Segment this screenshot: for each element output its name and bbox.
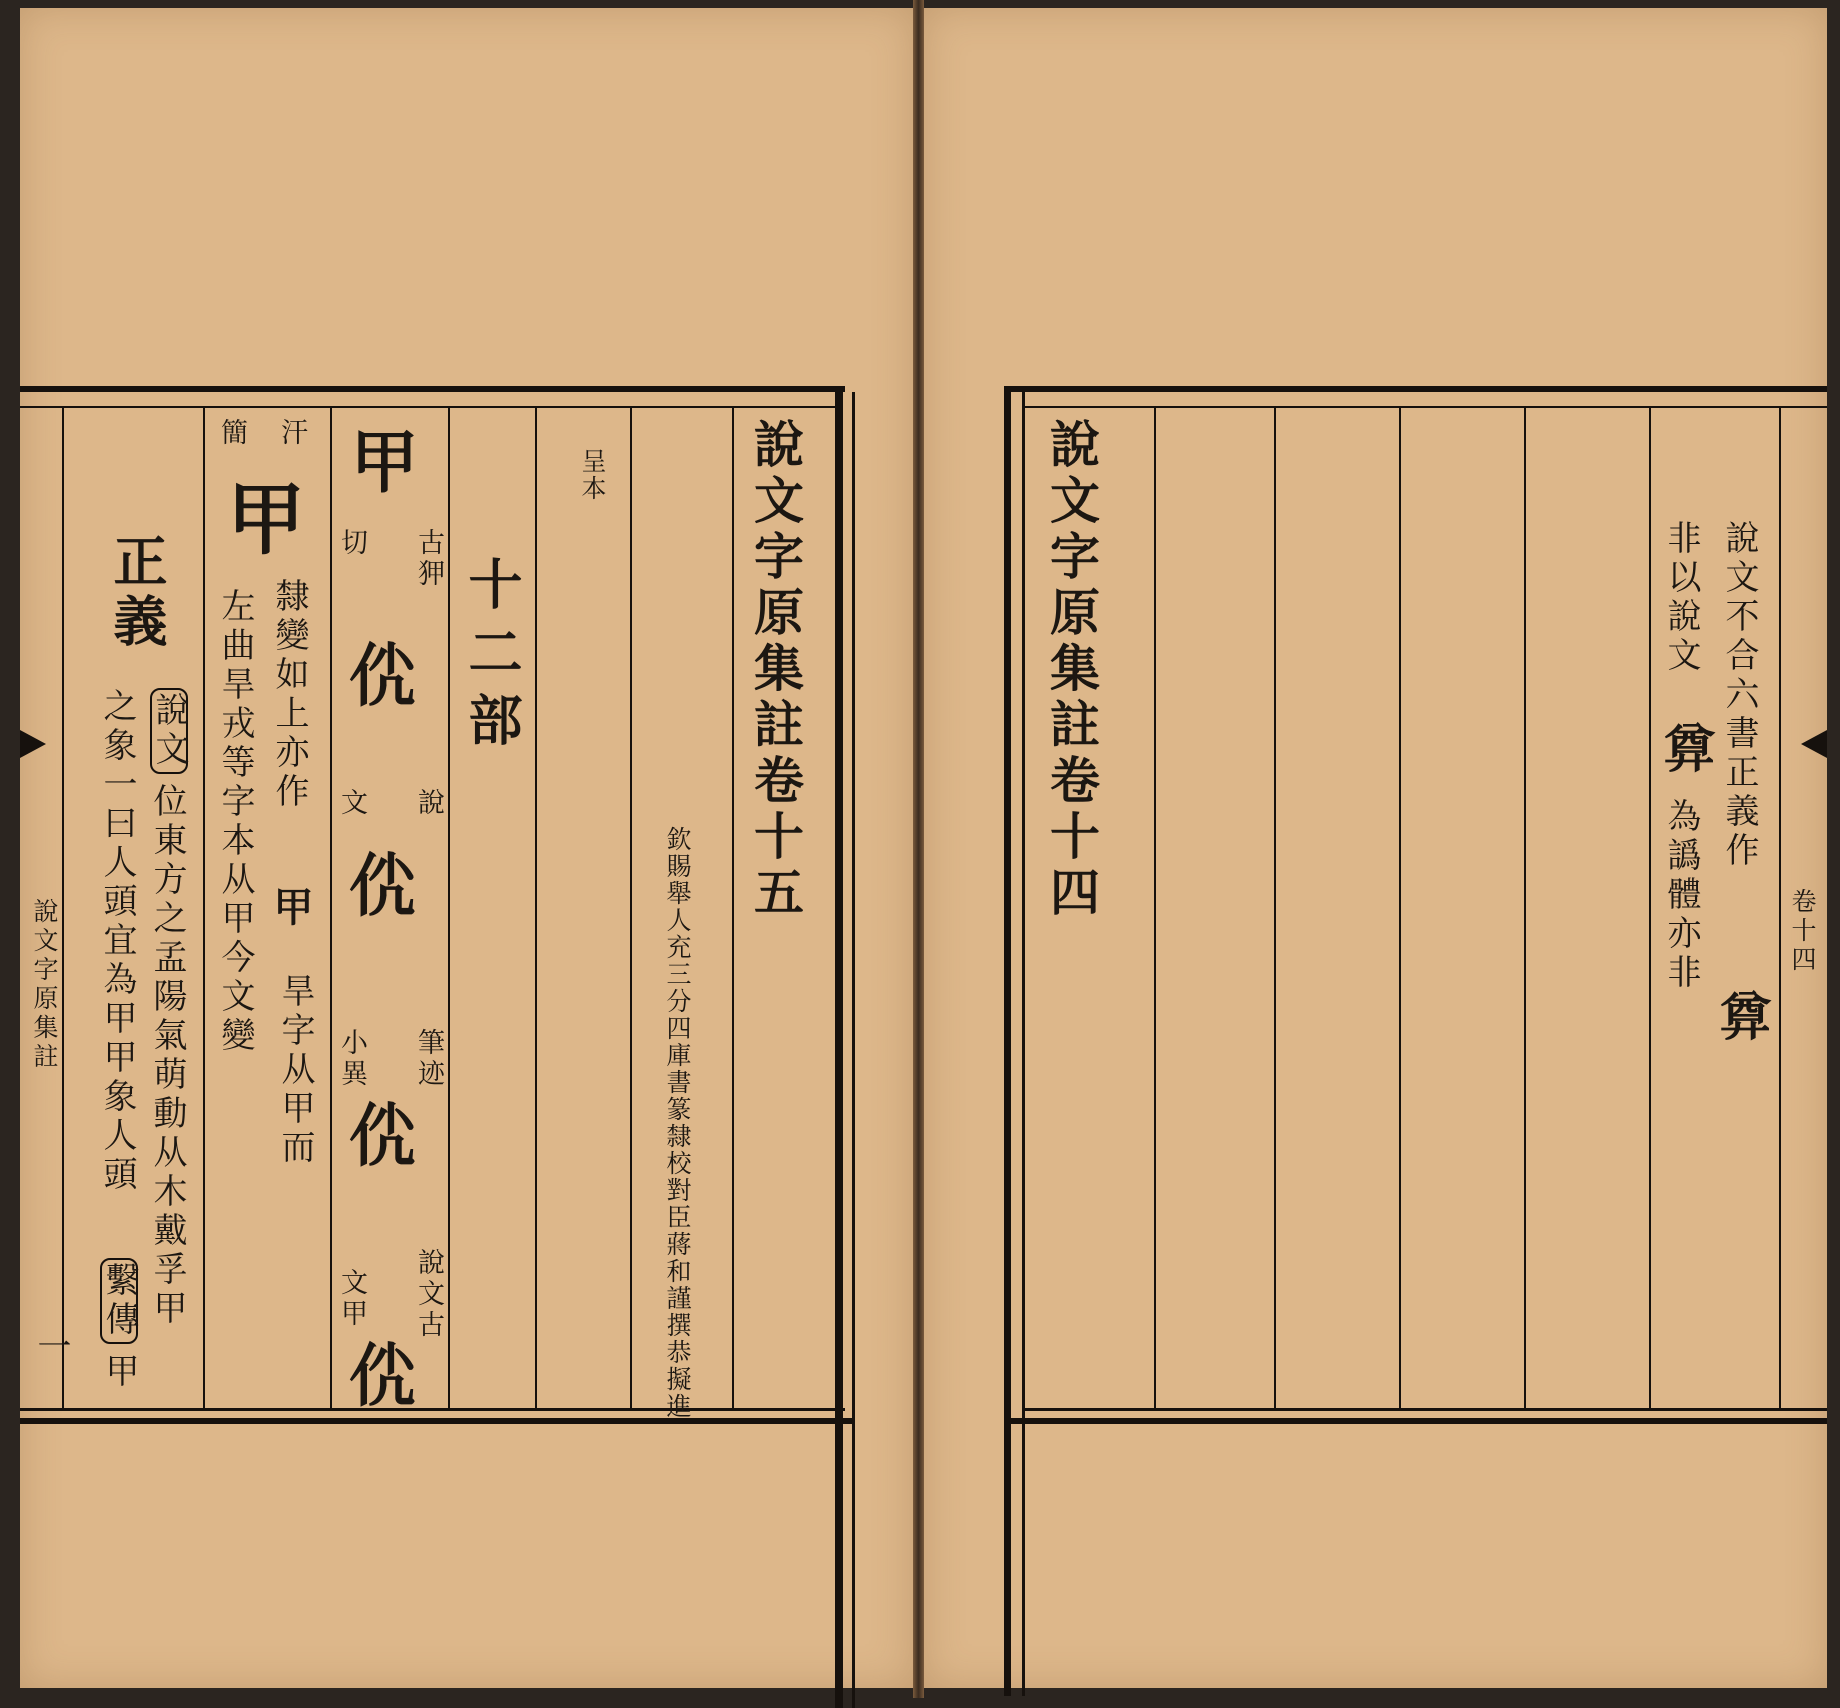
- line-b: 旱字从甲而: [275, 973, 315, 1168]
- seal-glyph-4: 𠇵: [339, 1338, 419, 1406]
- line-e-tail: 甲: [99, 1353, 139, 1392]
- col-rule: [1649, 408, 1651, 1408]
- seal-glyph-3: 𠇵: [339, 1098, 419, 1166]
- heading-seal-char: 甲: [339, 426, 419, 494]
- xiaoyi-label: 小異: [336, 1028, 367, 1090]
- note-seal-2: 𢍜: [1656, 720, 1717, 772]
- presenter-line: 欽賜舉人充三分四庫書篆隸校對臣蔣和謹撰恭擬進: [663, 826, 692, 1420]
- left-page: [20, 8, 913, 1688]
- fishtail-mark: [20, 730, 46, 758]
- margin-title: 說文字原集註: [30, 898, 59, 1072]
- bottom-border-thin: [20, 1408, 845, 1411]
- col-rule: [732, 408, 734, 1408]
- col-rule: [62, 408, 64, 1408]
- fishtail-mark: [1801, 730, 1827, 758]
- col-rule: [1779, 408, 1781, 1408]
- note-line-2a: 非以說文: [1661, 520, 1701, 676]
- note-line-1: 說文不合六書正義作: [1719, 520, 1759, 871]
- line-c: 左曲旱戎等字本从甲今文變: [215, 588, 255, 1056]
- bixue-label: 筆迹: [413, 1028, 444, 1090]
- wenjia-label: 文甲: [336, 1268, 367, 1330]
- col-rule: [535, 408, 537, 1408]
- col-rule: [1154, 408, 1156, 1408]
- left-border-thin: [1022, 392, 1025, 1696]
- bottom-border: [1004, 1418, 1827, 1424]
- book-gutter: [913, 0, 924, 1698]
- wen-label: 文: [336, 788, 367, 819]
- gu-label: 古狎: [413, 528, 444, 590]
- col-rule: [630, 408, 632, 1408]
- seal-glyph-1: 𠇵: [339, 638, 419, 706]
- gu-label-qie: 切: [336, 528, 367, 559]
- hanjian-label-2: 簡: [216, 418, 247, 449]
- col-rule: [330, 408, 332, 1408]
- col-rule: [1399, 408, 1401, 1408]
- line-d: 位東方之孟陽氣萌動从木戴孚甲: [147, 783, 187, 1329]
- top-border: [20, 386, 845, 392]
- line-a: 隸變如上亦作: [269, 578, 309, 812]
- volume-title: 說文字原集註卷十四: [1042, 418, 1101, 922]
- chengben-note: 呈本: [578, 448, 607, 502]
- line-e: 之象一曰人頭宜為甲甲象人頭: [97, 688, 137, 1195]
- bracket-xici: 繫傳: [100, 1258, 138, 1344]
- note-line-2b: 為譌體亦非: [1661, 798, 1701, 993]
- section-heading: 十二部: [460, 556, 524, 760]
- shuowen-label: 說: [413, 788, 444, 819]
- main-glyph: 甲: [214, 478, 305, 556]
- right-border: [835, 386, 843, 1708]
- note-seal-1: 𢍜: [1712, 988, 1773, 1040]
- shuowen-gu-label: 說文古: [413, 1248, 444, 1341]
- top-border: [1004, 386, 1827, 392]
- volume-title: 說文字原集註卷十五: [746, 418, 805, 922]
- right-border-thin: [852, 392, 855, 1708]
- left-border: [1004, 386, 1011, 1696]
- col-rule: [448, 408, 450, 1408]
- top-border-inner: [1024, 406, 1827, 408]
- line-a-tail: 甲: [267, 886, 314, 931]
- seal-glyph-2: 𠇵: [339, 848, 419, 916]
- right-page: [924, 8, 1827, 1688]
- bottom-border-thin: [1024, 1408, 1827, 1411]
- folio-number: 一: [31, 1328, 71, 1367]
- hanjian-label-1: 汗: [276, 418, 307, 449]
- bracket-shuowen: 說文: [150, 688, 188, 774]
- col-rule: [203, 408, 205, 1408]
- bottom-border: [20, 1418, 855, 1424]
- col-rule: [1274, 408, 1276, 1408]
- margin-volume: 卷十四: [1788, 888, 1817, 975]
- col-rule: [1524, 408, 1526, 1408]
- zhengyi-heading: 正義: [105, 533, 169, 653]
- top-border-inner: [20, 406, 840, 408]
